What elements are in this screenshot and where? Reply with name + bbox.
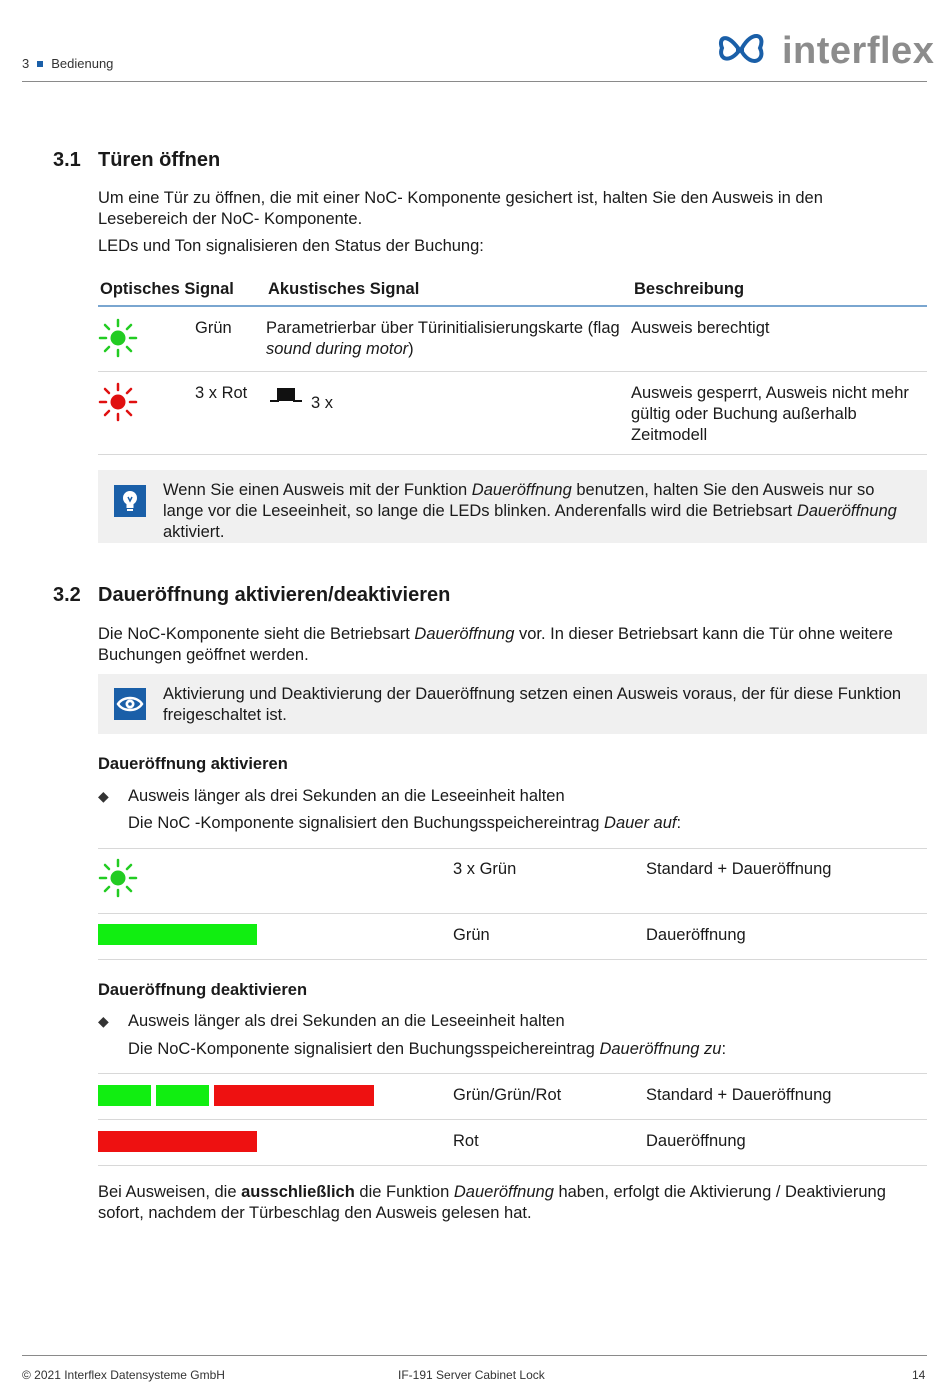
eye-icon bbox=[114, 688, 146, 720]
diamond-bullet-icon: ◆ bbox=[98, 1013, 109, 1029]
table-row-rule bbox=[98, 913, 927, 914]
green-steady-bar bbox=[98, 924, 257, 945]
led-red-icon bbox=[98, 382, 138, 422]
activate-step: Ausweis länger als drei Sekunden an die Leseeinheit halten bbox=[128, 787, 565, 805]
acoustic-signal: 3 x bbox=[311, 394, 334, 412]
signal-meaning: Standard + Daueröffnung bbox=[646, 1086, 832, 1104]
deactivate-step: Ausweis länger als drei Sekunden an die Leseeinheit halten bbox=[128, 1012, 565, 1030]
green-pulse-bar bbox=[156, 1085, 209, 1106]
deactivate-result: Die NoC-Komponente signalisiert den Buchungsspeichereintrag Daueröffnung zu: bbox=[128, 1040, 727, 1058]
section1-intro2: LEDs und Ton signalisieren den Status der Buchung: bbox=[98, 237, 484, 255]
info-box bbox=[98, 674, 927, 734]
diamond-bullet-icon: ◆ bbox=[98, 788, 109, 804]
section-title: Türen öffnen bbox=[98, 149, 221, 171]
section1-intro: Um eine Tür zu öffnen, die mit einer NoC- Komponente gesichert ist, halten Sie den Ausweis in den Lesebereich der NoC- Komponente. bbox=[98, 189, 823, 228]
subheading-deactivate: Daueröffnung deaktivieren bbox=[98, 981, 308, 999]
signal-label: Rot bbox=[453, 1132, 479, 1150]
table-row-rule bbox=[98, 848, 927, 849]
hint-box bbox=[98, 470, 927, 543]
activate-result: Die NoC -Komponente signalisiert den Buchungsspeichereintrag Dauer auf: bbox=[128, 814, 682, 832]
table-row-rule bbox=[98, 959, 927, 960]
footer-document-title: IF-191 Server Cabinet Lock bbox=[398, 1368, 545, 1382]
green-pulse-bar bbox=[98, 1085, 151, 1106]
section2-intro: Die NoC-Komponente sieht die Betriebsart Daueröffnung vor. In dieser Betriebsart kann die Tür ohne weitere Buchungen geöffnet werden. bbox=[98, 625, 893, 664]
logo-wordmark: interflex bbox=[782, 30, 935, 72]
signal-meaning: Daueröffnung bbox=[646, 926, 746, 944]
optical-signal: 3 x Rot bbox=[195, 384, 248, 402]
section-heading-3-1 bbox=[53, 149, 220, 172]
footer-divider bbox=[22, 1355, 927, 1356]
col-header-optical: Optisches Signal bbox=[100, 280, 234, 298]
header-divider bbox=[22, 81, 927, 82]
table-header-rule bbox=[98, 305, 927, 307]
section-heading-3-2 bbox=[53, 584, 450, 607]
sound-pulse-icon bbox=[270, 386, 302, 404]
subheading-activate: Daueröffnung aktivieren bbox=[98, 755, 288, 773]
acoustic-signal: Parametrierbar über Türinitialisierungskarte (flag sound during motor) bbox=[266, 319, 620, 358]
hint-text: Wenn Sie einen Ausweis mit der Funktion Daueröffnung benutzen, halten Sie den Ausweis nur so lange vor die Leseeinheit, so lange die LEDs blinken. Anderenfalls wird die Betriebsart Daueröffnung aktiviert. bbox=[163, 481, 897, 541]
table-row-rule bbox=[98, 1165, 927, 1166]
footer-copyright: © 2021 Interflex Datensysteme GmbH bbox=[22, 1368, 225, 1382]
header-chapter bbox=[22, 56, 113, 71]
butterfly-icon bbox=[716, 28, 776, 74]
signal-label: Grün bbox=[453, 926, 490, 944]
col-header-description: Beschreibung bbox=[634, 280, 745, 298]
red-pulse-bar bbox=[214, 1085, 374, 1106]
signal-meaning: Daueröffnung bbox=[646, 1132, 746, 1150]
description: Ausweis gesperrt, Ausweis nicht mehr gültig oder Buchung außerhalb Zeitmodell bbox=[631, 384, 909, 444]
section-number: 3.2 bbox=[53, 584, 81, 606]
bullet-square-icon bbox=[37, 61, 43, 67]
lightbulb-icon bbox=[114, 485, 146, 517]
info-text: Aktivierung und Deaktivierung der Daueröffnung setzen einen Ausweis voraus, der für diese Funktion freigeschaltet ist. bbox=[163, 685, 902, 724]
signal-meaning: Standard + Daueröffnung bbox=[646, 860, 832, 878]
table-row-rule bbox=[98, 1119, 927, 1120]
chapter-title: Bedienung bbox=[51, 56, 114, 71]
table-row-rule bbox=[98, 454, 927, 455]
section-number: 3.1 bbox=[53, 149, 81, 171]
signal-label: Grün/Grün/Rot bbox=[453, 1086, 562, 1104]
red-steady-bar bbox=[98, 1131, 257, 1152]
signal-label: 3 x Grün bbox=[453, 860, 517, 878]
led-green-icon bbox=[98, 858, 138, 898]
table-row-rule bbox=[98, 1073, 927, 1074]
optical-signal: Grün bbox=[195, 319, 232, 337]
col-header-acoustic: Akustisches Signal bbox=[268, 280, 420, 298]
chapter-number: 3 bbox=[22, 56, 30, 71]
closing-paragraph: Bei Ausweisen, die ausschließlich die Funktion Daueröffnung haben, erfolgt die Aktivierung / Deaktivierung sofort, nachdem der Türbeschlag den Ausweis gelesen hat. bbox=[98, 1183, 886, 1222]
footer-page-number: 14 bbox=[912, 1368, 926, 1382]
description: Ausweis berechtigt bbox=[631, 319, 770, 337]
led-green-icon bbox=[98, 318, 138, 358]
interflex-logo bbox=[716, 28, 935, 74]
section-title: Daueröffnung aktivieren/deaktivieren bbox=[98, 584, 451, 606]
table-row-rule bbox=[98, 371, 927, 372]
